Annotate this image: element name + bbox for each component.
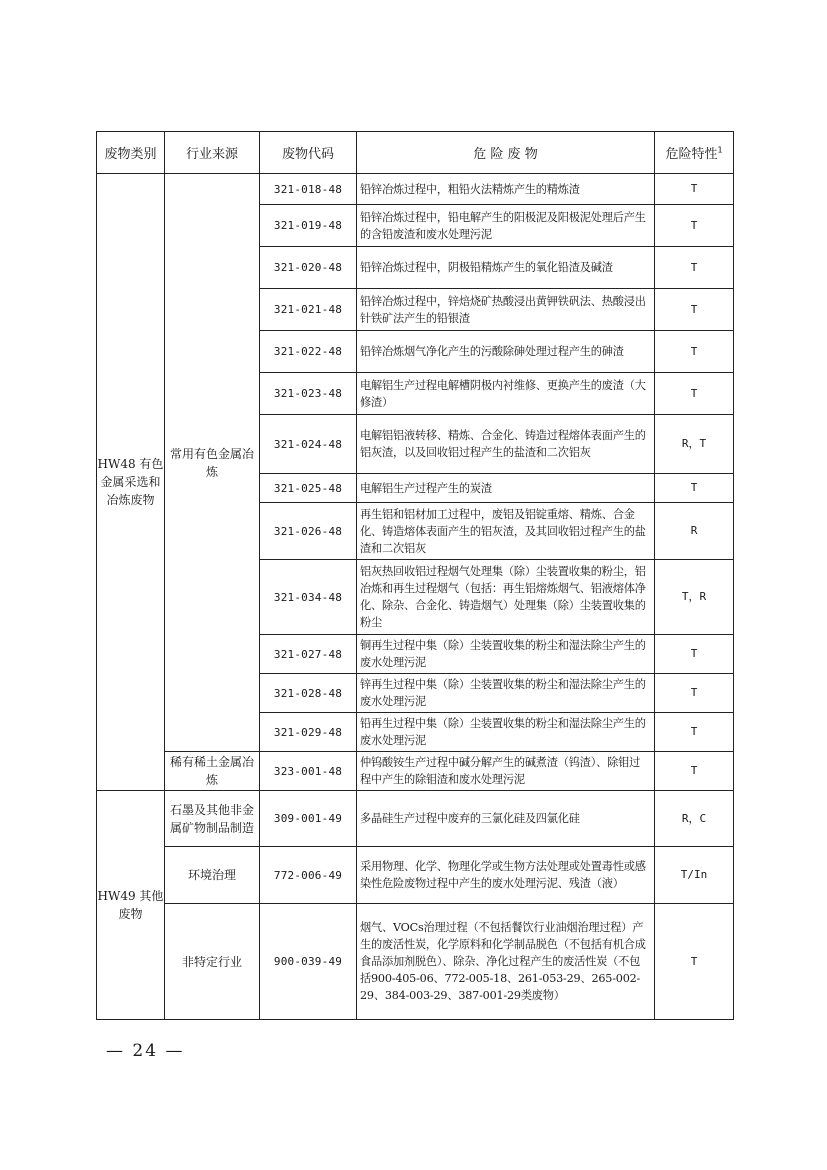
- waste-code-cell: 321-020-48: [260, 247, 357, 289]
- header-waste: 危 险 废 物: [357, 132, 655, 174]
- waste-code-cell: 321-029-48: [260, 713, 357, 752]
- waste-description-cell: 锌再生过程中集（除）尘装置收集的粉尘和湿法除尘产生的废水处理污泥: [357, 674, 655, 713]
- waste-description-cell: 铅锌冶炼过程中，铅电解产生的阳极泥及阳极泥处理后产生的含铅废渣和废水处理污泥: [357, 205, 655, 247]
- industry-source-cell: 非特定行业: [165, 904, 260, 1020]
- waste-code-cell: 321-022-48: [260, 331, 357, 373]
- waste-code-cell: 309-001-49: [260, 791, 357, 847]
- waste-code-cell: 321-024-48: [260, 415, 357, 474]
- waste-code-cell: 321-025-48: [260, 474, 357, 503]
- hazard-property-cell: T: [655, 331, 734, 373]
- hazard-property-cell: T: [655, 474, 734, 503]
- header-industry: 行业来源: [165, 132, 260, 174]
- header-code: 废物代码: [260, 132, 357, 174]
- waste-description-cell: 铅锌冶炼过程中，阴极铅精炼产生的氧化铅渣及碱渣: [357, 247, 655, 289]
- waste-code-cell: 772-006-49: [260, 847, 357, 904]
- waste-description-cell: 铅锌冶炼过程中，锌焙烧矿热酸浸出黄钾铁矾法、热酸浸出针铁矿法产生的铅银渣: [357, 289, 655, 331]
- waste-description-cell: 多晶硅生产过程中废弃的三氯化硅及四氯化硅: [357, 791, 655, 847]
- waste-description-cell: 铅锌冶炼过程中，粗铅火法精炼产生的精炼渣: [357, 174, 655, 205]
- hazard-property-cell: T: [655, 247, 734, 289]
- table-body: [97, 174, 734, 1020]
- waste-category-cell: HW48 有色金属采选和冶炼废物: [97, 174, 165, 791]
- waste-description-cell: 铅再生过程中集（除）尘装置收集的粉尘和湿法除尘产生的废水处理污泥: [357, 713, 655, 752]
- waste-code-cell: 321-019-48: [260, 205, 357, 247]
- hazard-property-cell: R: [655, 503, 734, 560]
- hazard-property-cell: R，T: [655, 415, 734, 474]
- industry-source-cell: 常用有色金属冶炼: [165, 174, 260, 752]
- hazardous-waste-table: [96, 131, 734, 1020]
- header-hazard-footnote: 1: [717, 145, 723, 155]
- industry-source-cell: 稀有稀土金属冶炼: [165, 752, 260, 791]
- waste-description-cell: 电解铝生产过程电解槽阴极内衬维修、更换产生的废渣（大修渣）: [357, 373, 655, 415]
- waste-code-cell: 321-028-48: [260, 674, 357, 713]
- hazard-property-cell: T: [655, 373, 734, 415]
- waste-description-cell: 铝灰热回收铝过程烟气处理集（除）尘装置收集的粉尘，铝冶炼和再生过程烟气（包括：再生铝熔炼烟气、铝液熔体净化、除杂、合金化、铸造烟气）处理集（除）尘装置收集的粉尘: [357, 560, 655, 635]
- header-hazard-label: 危险特性: [665, 147, 718, 162]
- waste-description-cell: 仲钨酸铵生产过程中碱分解产生的碱煮渣（钨渣）、除钼过程中产生的除钼渣和废水处理污泥: [357, 752, 655, 791]
- waste-code-cell: 900-039-49: [260, 904, 357, 1020]
- waste-code-cell: 323-001-48: [260, 752, 357, 791]
- hazard-property-cell: T: [655, 289, 734, 331]
- hazard-property-cell: T: [655, 904, 734, 1020]
- hazard-property-cell: T: [655, 674, 734, 713]
- waste-code-cell: 321-021-48: [260, 289, 357, 331]
- table-row: [97, 904, 734, 1020]
- waste-code-cell: 321-034-48: [260, 560, 357, 635]
- hazard-property-cell: T，R: [655, 560, 734, 635]
- hazard-property-cell: T: [655, 205, 734, 247]
- table-header-row: [97, 132, 734, 174]
- hazard-property-cell: T: [655, 752, 734, 791]
- header-category: 废物类别: [97, 132, 165, 174]
- hazard-property-cell: T/In: [655, 847, 734, 904]
- waste-code-cell: 321-018-48: [260, 174, 357, 205]
- industry-source-cell: 石墨及其他非金属矿物制品制造: [165, 791, 260, 847]
- waste-code-cell: 321-023-48: [260, 373, 357, 415]
- waste-code-cell: 321-026-48: [260, 503, 357, 560]
- waste-description-cell: 铅锌冶炼烟气净化产生的污酸除砷处理过程产生的砷渣: [357, 331, 655, 373]
- table-row: [97, 174, 734, 205]
- waste-category-cell: HW49 其他废物: [97, 791, 165, 1020]
- hazard-property-cell: T: [655, 174, 734, 205]
- table-row: [97, 791, 734, 847]
- header-hazard: [655, 132, 734, 174]
- hazard-property-cell: R，C: [655, 791, 734, 847]
- waste-description-cell: 烟气、VOCs治理过程（不包括餐饮行业油烟治理过程）产生的废活性炭，化学原料和化学制品脱色（不包括有机合成食品添加剂脱色）、除杂、净化过程产生的废活性炭（不包括900-405-06、772-005-18、261-053-29、265-002-29、384-003-29、387-001-29类废物）: [357, 904, 655, 1020]
- hazard-property-cell: T: [655, 713, 734, 752]
- table-row: [97, 752, 734, 791]
- waste-description-cell: 铜再生过程中集（除）尘装置收集的粉尘和湿法除尘产生的废水处理污泥: [357, 635, 655, 674]
- industry-source-cell: 环境治理: [165, 847, 260, 904]
- waste-code-cell: 321-027-48: [260, 635, 357, 674]
- page-number: — 24 —: [106, 1041, 185, 1061]
- hazard-property-cell: T: [655, 635, 734, 674]
- waste-description-cell: 采用物理、化学、物理化学或生物方法处理或处置毒性或感染性危险废物过程中产生的废水处理污泥、残渣（液）: [357, 847, 655, 904]
- table-row: [97, 847, 734, 904]
- waste-description-cell: 电解铝铝液转移、精炼、合金化、铸造过程熔体表面产生的铝灰渣，以及回收铝过程产生的盐渣和二次铝灰: [357, 415, 655, 474]
- waste-description-cell: 再生铝和铝材加工过程中，废铝及铝锭重熔、精炼、合金化、铸造熔体表面产生的铝灰渣，及其回收铝过程产生的盐渣和二次铝灰: [357, 503, 655, 560]
- waste-description-cell: 电解铝生产过程产生的炭渣: [357, 474, 655, 503]
